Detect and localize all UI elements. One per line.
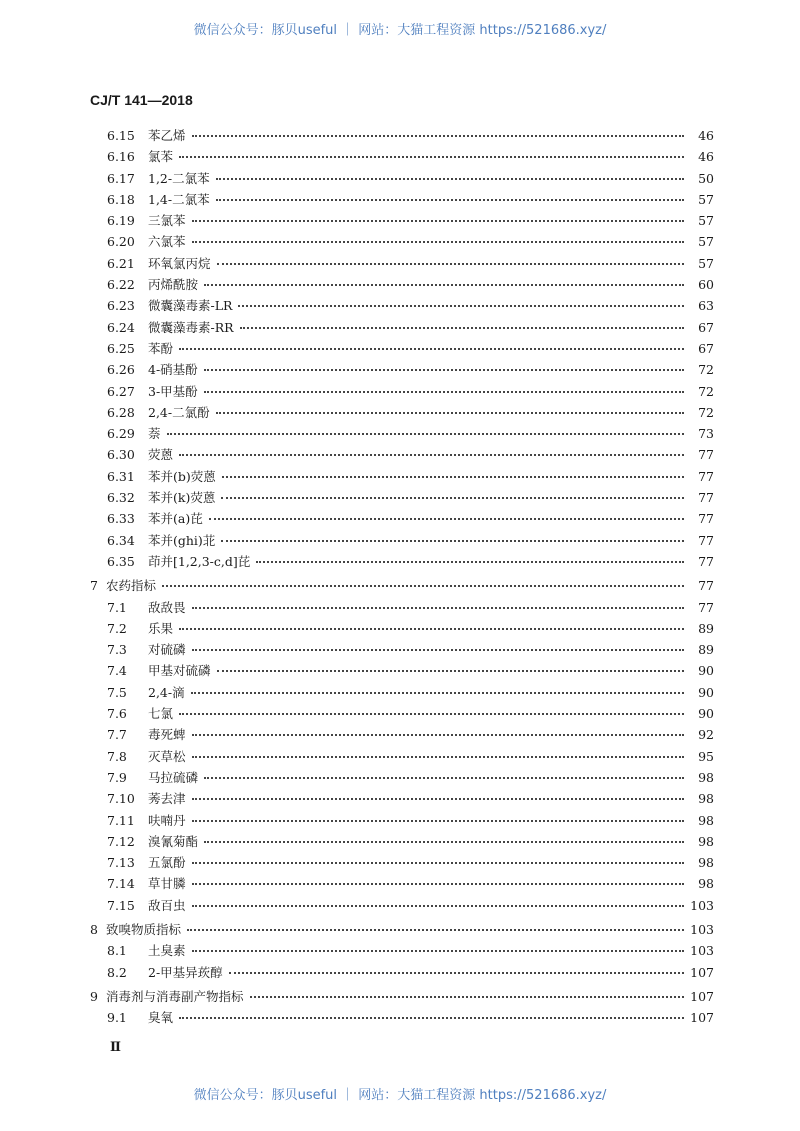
dot-leader xyxy=(179,1017,684,1019)
toc-entry[interactable] xyxy=(90,232,714,253)
dot-leader xyxy=(179,156,684,158)
entry-number: 7 xyxy=(90,578,98,594)
dot-leader xyxy=(216,178,684,180)
entry-number: 7.9 xyxy=(107,769,127,785)
toc-entry[interactable] xyxy=(90,296,714,317)
entry-number: 6.30 xyxy=(107,447,135,463)
entry-title: 苯并(b)荧蒽 xyxy=(148,468,216,484)
dot-leader xyxy=(217,263,684,265)
entry-page: 46 xyxy=(698,149,714,165)
entry-page: 103 xyxy=(690,897,714,913)
entry-page: 46 xyxy=(698,128,714,143)
dot-leader xyxy=(240,327,684,329)
entry-number: 6.18 xyxy=(107,191,135,207)
toc-entry[interactable] xyxy=(90,445,714,466)
entry-number: 6.27 xyxy=(107,383,135,399)
dot-leader xyxy=(204,841,684,843)
entry-page: 90 xyxy=(698,706,714,722)
dot-leader xyxy=(192,862,684,864)
entry-number: 6.31 xyxy=(107,468,135,484)
entry-page: 89 xyxy=(698,620,714,636)
entry-number: 7.6 xyxy=(107,706,127,722)
dot-leader xyxy=(179,713,684,715)
entry-title: 七氯 xyxy=(148,706,174,722)
entry-page: 77 xyxy=(698,447,714,463)
entry-title: 2,4-滴 xyxy=(148,684,185,700)
entry-number: 7.4 xyxy=(107,663,127,679)
toc-entry[interactable] xyxy=(90,963,714,984)
table-of-contents xyxy=(90,126,714,1029)
toc-entry[interactable] xyxy=(90,531,714,552)
entry-number: 6.29 xyxy=(107,426,135,442)
entry-page: 98 xyxy=(698,855,714,871)
toc-entry[interactable] xyxy=(90,1008,714,1029)
toc-entry[interactable] xyxy=(90,467,714,488)
entry-number: 6.24 xyxy=(107,319,135,335)
dot-leader xyxy=(179,454,684,456)
entry-page: 57 xyxy=(698,213,714,229)
entry-page: 90 xyxy=(698,663,714,679)
toc-section-entry[interactable] xyxy=(90,576,714,597)
entry-title: 敌百虫 xyxy=(148,897,186,913)
entry-number: 7.7 xyxy=(107,727,127,743)
toc-entry[interactable] xyxy=(90,619,714,640)
toc-entry[interactable] xyxy=(90,896,714,917)
entry-page: 72 xyxy=(698,383,714,399)
dot-leader xyxy=(192,798,684,800)
entry-title: 敌敌畏 xyxy=(148,599,186,615)
dot-leader xyxy=(250,996,684,998)
entry-title: 茚并[1,2,3-c,d]芘 xyxy=(148,553,251,569)
entry-page: 98 xyxy=(698,812,714,828)
entry-number: 6.15 xyxy=(107,128,135,143)
entry-number: 7.14 xyxy=(107,876,135,892)
entry-number: 9.1 xyxy=(107,1010,127,1026)
toc-entry[interactable] xyxy=(90,360,714,381)
entry-number: 7.3 xyxy=(107,642,127,658)
entry-title: 三氯苯 xyxy=(148,213,186,229)
entry-title: 灭草松 xyxy=(148,748,186,764)
entry-page: 73 xyxy=(698,426,714,442)
entry-title: 溴氰菊酯 xyxy=(148,833,199,849)
dot-leader xyxy=(209,518,684,520)
entry-page: 89 xyxy=(698,642,714,658)
entry-title: 微囊藻毒素-LR xyxy=(148,298,233,314)
entry-page: 103 xyxy=(690,943,714,959)
toc-entry[interactable] xyxy=(90,853,714,874)
entry-title: 1,2-二氯苯 xyxy=(148,170,210,186)
entry-page: 107 xyxy=(690,964,714,980)
toc-entry[interactable] xyxy=(90,488,714,509)
dot-leader xyxy=(162,585,684,587)
toc-entry[interactable] xyxy=(90,552,714,573)
dot-leader xyxy=(216,199,684,201)
dot-leader xyxy=(192,756,684,758)
entry-page: 90 xyxy=(698,684,714,700)
entry-title: 1,4-二氯苯 xyxy=(148,191,210,207)
dot-leader xyxy=(256,561,684,563)
dot-leader xyxy=(192,905,684,907)
toc-entry[interactable] xyxy=(90,403,714,424)
entry-number: 6.22 xyxy=(107,277,135,293)
entry-number: 8 xyxy=(90,921,98,937)
entry-page: 67 xyxy=(698,319,714,335)
toc-entry[interactable] xyxy=(90,725,714,746)
entry-number: 7.8 xyxy=(107,748,127,764)
entry-title: 致嗅物质指标 xyxy=(106,921,182,937)
entry-number: 7.5 xyxy=(107,684,127,700)
entry-title: 莠去津 xyxy=(148,791,186,807)
dot-leader xyxy=(216,412,684,414)
dot-leader xyxy=(222,476,684,478)
entry-page: 57 xyxy=(698,191,714,207)
entry-number: 7.10 xyxy=(107,791,135,807)
entry-page: 72 xyxy=(698,362,714,378)
entry-title: 呋喃丹 xyxy=(148,812,186,828)
entry-page: 77 xyxy=(698,599,714,615)
dot-leader xyxy=(192,950,684,952)
entry-page: 72 xyxy=(698,404,714,420)
watermark-bottom: 微信公众号：豚贝useful ｜ 网站：大猫工程资源 https://521686.xyz/ xyxy=(193,1088,607,1103)
toc-entry[interactable] xyxy=(90,874,714,895)
dot-leader xyxy=(229,972,684,974)
entry-number: 6.32 xyxy=(107,490,135,506)
toc-entry[interactable] xyxy=(90,211,714,232)
entry-page: 57 xyxy=(698,234,714,250)
toc-entry[interactable] xyxy=(90,254,714,275)
entry-number: 6.34 xyxy=(107,532,135,548)
entry-page: 67 xyxy=(698,340,714,356)
dot-leader xyxy=(192,734,684,736)
dot-leader xyxy=(221,497,684,499)
toc-entry[interactable] xyxy=(90,811,714,832)
dot-leader xyxy=(192,607,684,609)
entry-page: 98 xyxy=(698,833,714,849)
dot-leader xyxy=(192,135,684,137)
entry-number: 6.28 xyxy=(107,404,135,420)
toc-entry[interactable] xyxy=(90,424,714,445)
dot-leader xyxy=(192,241,684,243)
dot-leader xyxy=(192,649,684,651)
toc-entry[interactable] xyxy=(90,640,714,661)
entry-title: 毒死蜱 xyxy=(148,727,186,743)
entry-number: 7.13 xyxy=(107,855,135,871)
entry-number: 7.1 xyxy=(107,599,127,615)
entry-title: 苯酚 xyxy=(148,340,174,356)
entry-number: 6.25 xyxy=(107,340,135,356)
dot-leader xyxy=(204,369,684,371)
toc-entry[interactable] xyxy=(90,683,714,704)
entry-page: 50 xyxy=(698,170,714,186)
entry-title: 草甘膦 xyxy=(148,876,186,892)
entry-number: 6.21 xyxy=(107,255,135,271)
toc-entry[interactable] xyxy=(90,747,714,768)
dot-leader xyxy=(192,883,684,885)
entry-number: 7.12 xyxy=(107,833,135,849)
entry-title: 2-甲基异莰醇 xyxy=(148,964,223,980)
entry-title: 微囊藻毒素-RR xyxy=(148,319,234,335)
toc-entry[interactable] xyxy=(90,661,714,682)
entry-page: 77 xyxy=(698,468,714,484)
entry-page: 98 xyxy=(698,876,714,892)
entry-page: 92 xyxy=(698,727,714,743)
dot-leader xyxy=(204,777,684,779)
page-number: Ⅱ xyxy=(110,1040,121,1055)
entry-number: 6.20 xyxy=(107,234,135,250)
entry-number: 7.11 xyxy=(107,812,135,828)
toc-entry[interactable] xyxy=(90,147,714,168)
toc-entry[interactable] xyxy=(90,768,714,789)
dot-leader xyxy=(204,284,684,286)
entry-title: 臭氧 xyxy=(148,1010,174,1026)
entry-page: 95 xyxy=(698,748,714,764)
toc-entry[interactable] xyxy=(90,318,714,339)
entry-page: 107 xyxy=(690,988,714,1004)
entry-page: 98 xyxy=(698,791,714,807)
entry-page: 77 xyxy=(698,553,714,569)
toc-entry[interactable] xyxy=(90,789,714,810)
dot-leader xyxy=(179,348,684,350)
toc-entry[interactable] xyxy=(90,382,714,403)
dot-leader xyxy=(191,692,684,694)
entry-title: 萘 xyxy=(148,426,161,442)
entry-title: 苯并(a)芘 xyxy=(148,511,203,527)
entry-title: 苯并(ghi)苝 xyxy=(148,532,216,548)
entry-title: 马拉硫磷 xyxy=(148,769,199,785)
toc-entry[interactable] xyxy=(90,832,714,853)
entry-title: 氯苯 xyxy=(148,149,174,165)
entry-page: 63 xyxy=(698,298,714,314)
dot-leader xyxy=(221,540,684,542)
standard-number-header: CJ/T 141—2018 xyxy=(90,92,193,108)
dot-leader xyxy=(179,628,684,630)
entry-page: 77 xyxy=(698,511,714,527)
entry-title: 2,4-二氯酚 xyxy=(148,404,210,420)
entry-number: 6.33 xyxy=(107,511,135,527)
entry-title: 五氯酚 xyxy=(148,855,186,871)
entry-title: 苯并(k)荧蒽 xyxy=(148,490,216,506)
entry-page: 57 xyxy=(698,255,714,271)
entry-title: 荧蒽 xyxy=(148,447,174,463)
watermark-top: 微信公众号：豚贝useful ｜ 网站：大猫工程资源 https://521686.xyz/ xyxy=(193,23,607,38)
entry-page: 98 xyxy=(698,769,714,785)
toc-entry[interactable] xyxy=(90,190,714,211)
toc-entry[interactable] xyxy=(90,509,714,530)
entry-title: 对硫磷 xyxy=(148,642,186,658)
toc-entry[interactable] xyxy=(90,339,714,360)
entry-number: 7.15 xyxy=(107,897,135,913)
entry-number: 6.23 xyxy=(107,298,135,314)
dot-leader xyxy=(238,305,684,307)
entry-number: 6.35 xyxy=(107,553,135,569)
entry-title: 丙烯酰胺 xyxy=(148,277,199,293)
toc-entry[interactable] xyxy=(90,126,714,147)
toc-entry[interactable] xyxy=(90,941,714,962)
entry-number: 7.2 xyxy=(107,620,127,636)
entry-page: 60 xyxy=(698,277,714,293)
entry-number: 6.26 xyxy=(107,362,135,378)
entry-title: 消毒剂与消毒副产物指标 xyxy=(106,988,244,1004)
entry-page: 77 xyxy=(698,532,714,548)
dot-leader xyxy=(192,220,684,222)
entry-title: 乐果 xyxy=(148,620,174,636)
entry-number: 9 xyxy=(90,988,98,1004)
toc-section-entry[interactable] xyxy=(90,920,714,941)
dot-leader xyxy=(187,929,684,931)
entry-page: 77 xyxy=(698,490,714,506)
entry-title: 环氧氯丙烷 xyxy=(148,255,211,271)
toc-entry[interactable] xyxy=(90,275,714,296)
entry-number: 6.16 xyxy=(107,149,135,165)
entry-title: 苯乙烯 xyxy=(148,128,186,143)
dot-leader xyxy=(192,820,684,822)
toc-entry[interactable] xyxy=(90,169,714,190)
entry-number: 8.2 xyxy=(107,964,127,980)
dot-leader xyxy=(204,391,684,393)
entry-title: 六氯苯 xyxy=(148,234,186,250)
toc-section-entry[interactable] xyxy=(90,987,714,1008)
entry-page: 103 xyxy=(690,921,714,937)
entry-title: 土臭素 xyxy=(148,943,186,959)
entry-page: 77 xyxy=(698,578,714,594)
toc-entry[interactable] xyxy=(90,598,714,619)
entry-title: 4-硝基酚 xyxy=(148,362,198,378)
toc-entry[interactable] xyxy=(90,704,714,725)
entry-title: 3-甲基酚 xyxy=(148,383,198,399)
dot-leader xyxy=(217,670,684,672)
dot-leader xyxy=(167,433,684,435)
entry-number: 6.17 xyxy=(107,170,135,186)
entry-title: 甲基对硫磷 xyxy=(148,663,211,679)
entry-title: 农药指标 xyxy=(106,578,157,594)
entry-number: 6.19 xyxy=(107,213,135,229)
entry-page: 107 xyxy=(690,1010,714,1026)
entry-number: 8.1 xyxy=(107,943,127,959)
